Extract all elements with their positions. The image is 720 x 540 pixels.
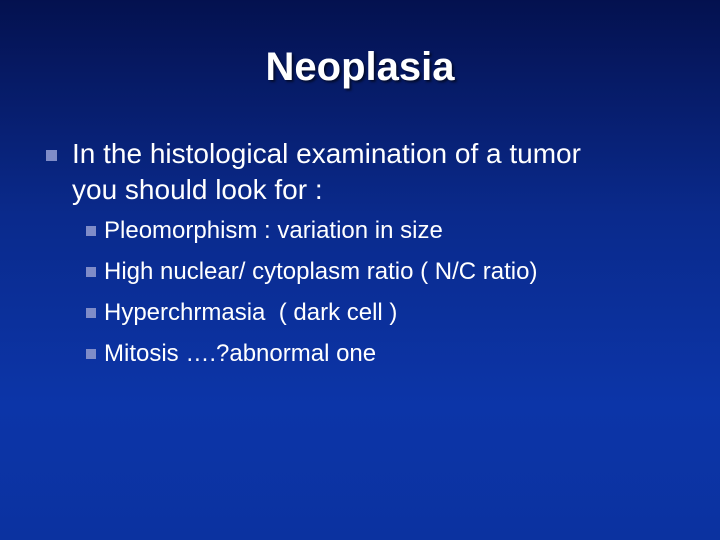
bullet-item [46, 136, 686, 208]
bullet-square-icon [46, 150, 57, 161]
slide-title: Neoplasia [265, 45, 455, 89]
sub-bullet-item [86, 297, 686, 338]
bullet-text-line-1: In the histological examination of a tumor [72, 138, 581, 169]
sub-bullet-square-icon [86, 349, 96, 359]
sub-bullet-text: Pleomorphism : variation in size [104, 217, 443, 244]
sub-bullet-text: Hyperchrmasia ( dark cell ) [104, 299, 398, 326]
bullet-text-line-2: you should look for : [72, 174, 323, 205]
sub-bullet-item [86, 215, 686, 256]
sub-bullet-list [86, 215, 686, 379]
sub-bullet-square-icon [86, 308, 96, 318]
sub-bullet-text: High nuclear/ cytoplasm ratio ( N/C ratio) [104, 258, 538, 285]
sub-bullet-text: Mitosis ….?abnormal one [104, 340, 377, 367]
sub-bullet-square-icon [86, 267, 96, 277]
sub-bullet-item [86, 256, 686, 297]
sub-bullet-square-icon [86, 226, 96, 236]
sub-bullet-item [86, 338, 686, 379]
